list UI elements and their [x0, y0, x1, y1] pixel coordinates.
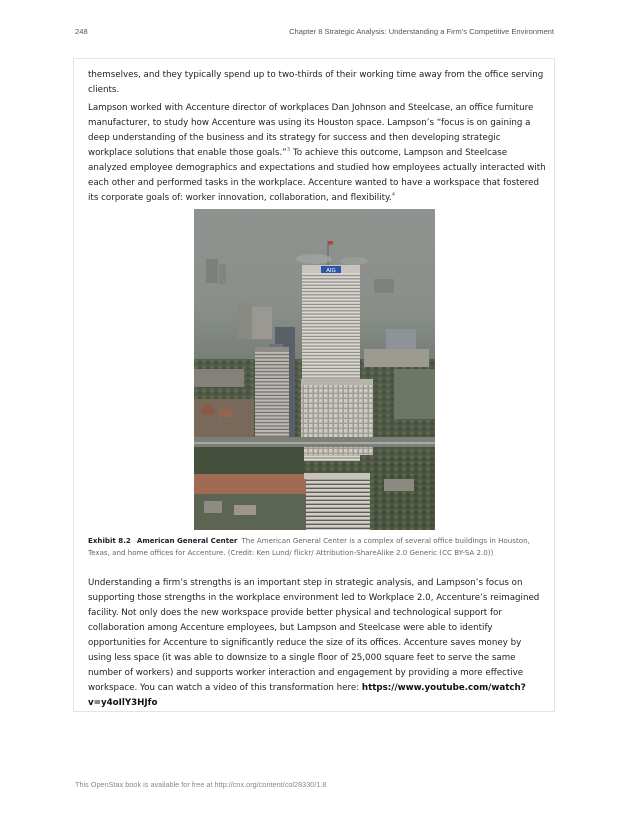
- footnote-ref-4[interactable]: 4: [391, 192, 396, 199]
- paragraph-lampson-text-a: Lampson worked with Accenture director of workplaces Dan Johnson and Steelcase, an office furniture manufacturer, to study how Accenture was using its Houston space. Lampson’s “focus is on gaining a deep understanding of the business and its strategy for success and then developing strategic workplace solutions that enable those goals.”: [88, 103, 534, 158]
- paragraph-strengths: [88, 576, 546, 711]
- caption-number: Exhibit 8.2: [88, 536, 131, 545]
- paragraph-continued: themselves, and they typically spend up to two-thirds of their working time away from the office serving clients.: [88, 70, 544, 95]
- figure-caption: [88, 535, 546, 559]
- caption-title: American General Center: [136, 536, 238, 545]
- footer-note: This OpenStax book is available for free at http://cnx.org/content/col28330/1.8: [75, 780, 327, 789]
- paragraph-lampson-text-b: To achieve this outcome, Lampson and Steelcase analyzed employee demographics and expectations and studied how employees actually interacted with each other and performed tasks in the workplace. Accenture wanted to have a workspace that fostered its corporate goals of: worker innovation, collaboration, and flexibility.: [88, 148, 546, 203]
- aig-sign-text: AIG: [326, 268, 336, 274]
- page-number: 248: [75, 27, 88, 36]
- american-general-center-photo: [194, 209, 435, 530]
- caption-text: The American General Center is a complex of several office buildings in Houston, Texas, and home offices for Accenture. (Credit: Ken Lund/ flickr/ Attribution-ShareAlike 2.0 Generic (CC BY-SA 2.0)): [88, 536, 530, 557]
- youtube-link[interactable]: https://www.youtube.com/watch?v=y4oIlY3HJfo: [88, 683, 526, 708]
- footnote-ref-3[interactable]: 3: [286, 147, 291, 154]
- chapter-header: Chapter 8 Strategic Analysis: Understanding a Firm’s Competitive Environment: [289, 27, 554, 36]
- paragraph-strengths-text: Understanding a firm’s strengths is an important step in strategic analysis, and Lampson’s focus on supporting those strengths in the workplace environment led to Workplace 2.0, Accenture’s reimagined facility. Not only does the new workspace provide better physical and technological support for collaboration among Accenture employees, but Lampson and Steelcase were able to identify opportunities for Accenture to significantly reduce the size of its offices. Accenture saves money by using less space (it was able to downsize to a single floor of 25,000 square feet to serve the same number of workers) and supports worker interaction and engagement by providing a more effective workspace. You can watch a video of this transformation here:: [88, 578, 540, 693]
- paragraph-lampson: [88, 101, 546, 206]
